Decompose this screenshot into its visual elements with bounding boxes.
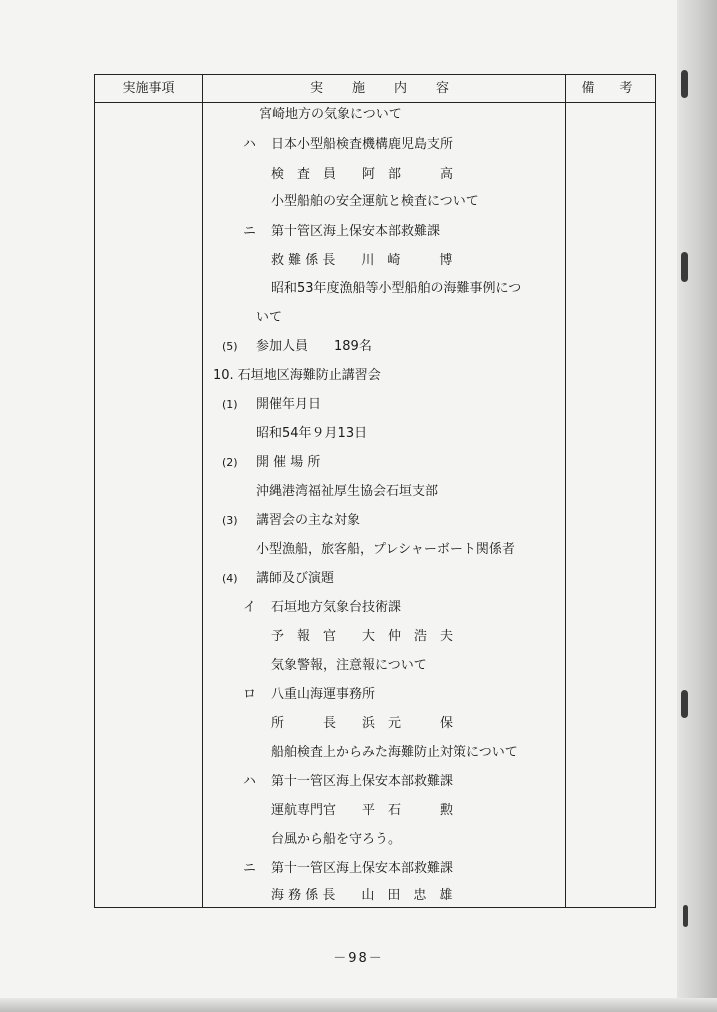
content-line: 講習会の主な対象 [256, 513, 361, 528]
content-line: 日本小型船検査機構鹿児島支所 [271, 137, 454, 152]
lecturer-line: 予 報 官 大 仲 浩 夫 [271, 629, 454, 644]
section-heading: 10. 石垣地区海難防止講習会 [213, 368, 381, 383]
item-marker: ハ [243, 774, 257, 789]
content-line: 第十一管区海上保安本部救難課 [271, 861, 454, 876]
binding-hole [681, 690, 688, 718]
item-marker: ロ [243, 687, 257, 702]
content-line: 開催年月日 [256, 397, 322, 412]
lecture-topic: 小型船舶の安全運航と検査について [271, 194, 479, 209]
column-divider [202, 75, 203, 907]
content-line: 八重山海運事務所 [271, 687, 376, 702]
item-marker: ニ [243, 224, 257, 239]
lecture-topic: 台風から船を守ろう。 [271, 832, 402, 847]
page-bottom-edge [0, 998, 717, 1012]
lecturer-line: 運航専門官 平 石 勲 [271, 803, 454, 818]
binding-hole [681, 70, 688, 98]
column-divider [565, 75, 566, 907]
item-number: (4) [222, 572, 238, 585]
content-line: 沖縄港湾福祉厚生協会石垣支部 [256, 484, 439, 499]
lecture-topic: 気象警報，注意報について [271, 658, 427, 673]
lecturer-line: 検 査 員 阿 部 高 [271, 167, 454, 182]
binding-hole [683, 905, 688, 927]
content-line: 小型漁船，旅客船，プレシャーボート関係者 [256, 542, 515, 557]
lecturer-line: 海 務 係 長 山 田 忠 雄 [271, 888, 453, 903]
lecture-topic: 船舶検査上からみた海難防止対策について [271, 745, 518, 760]
content-line: 宮崎地方の気象について [259, 107, 402, 122]
header-remarks: 備 考 [581, 81, 639, 96]
header-implementation-item: 実施事項 [122, 81, 175, 96]
content-line: 第十一管区海上保安本部救難課 [271, 774, 454, 789]
lecturer-line: 所 長 浜 元 保 [271, 716, 454, 731]
item-number: (5) [222, 340, 238, 353]
content-line: 講師及び演題 [256, 571, 335, 586]
lecturer-line: 救 難 係 長 川 崎 博 [271, 253, 453, 268]
item-marker: ニ [243, 861, 257, 876]
item-number: (3) [222, 514, 238, 527]
lecture-topic: 昭和53年度漁船等小型船舶の海難事例につ [271, 281, 522, 296]
content-line: 石垣地方気象台技術課 [271, 600, 402, 615]
binding-hole [681, 252, 688, 282]
item-number: (1) [222, 398, 238, 411]
content-line: 参加人員 189名 [256, 339, 372, 354]
header-implementation-content: 実 施 内 容 [309, 81, 457, 96]
content-line: 昭和54年９月13日 [256, 426, 368, 441]
content-line: 第十管区海上保安本部救難課 [271, 224, 441, 239]
page-number: －98－ [333, 951, 384, 966]
item-marker: イ [243, 600, 257, 615]
lecture-topic-cont: いて [256, 310, 283, 325]
page-edge-shadow [677, 0, 717, 1012]
item-number: (2) [222, 456, 238, 469]
item-marker: ハ [243, 137, 257, 152]
header-divider [95, 102, 655, 103]
content-line: 開 催 場 所 [256, 455, 321, 470]
